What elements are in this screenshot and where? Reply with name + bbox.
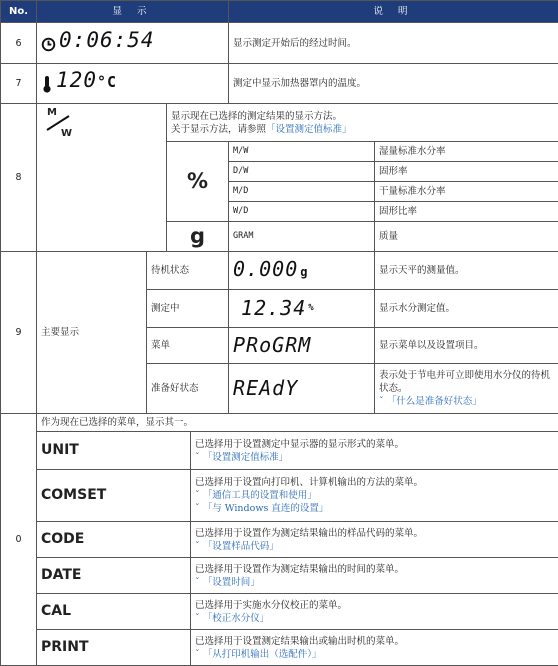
lcd-display: PRoGRM bbox=[229, 328, 375, 364]
reference-link[interactable]: 「什么是准备好状态」 bbox=[387, 396, 482, 407]
percent-symbol: % bbox=[167, 142, 229, 222]
display-cell bbox=[37, 64, 229, 104]
reference-link[interactable]: 「校正水分仪」 bbox=[203, 613, 270, 624]
thermometer-icon bbox=[41, 79, 56, 90]
mode-desc: 干量标准水分率 bbox=[375, 182, 558, 202]
row-number: 0 bbox=[1, 414, 37, 666]
description: 测定中显示加热器罩内的温度。 bbox=[229, 64, 558, 104]
header-no: No. bbox=[1, 1, 37, 23]
reference-link[interactable]: 「通信工具的设置和使用」 bbox=[203, 490, 317, 501]
mode-desc: 固形率 bbox=[375, 162, 558, 182]
description: 显示菜单以及设置项目。 bbox=[375, 328, 558, 364]
mode-code: GRAM bbox=[229, 222, 375, 252]
row-number: 7 bbox=[1, 64, 37, 104]
reference-link[interactable]: 「设置测定值标准」 bbox=[203, 452, 289, 463]
row-number: 6 bbox=[1, 23, 37, 64]
description: 表示处于节电并可立即使用水分仪的待机状态。 ˇ 「什么是准备好状态」 bbox=[375, 364, 558, 414]
row-number: 9 bbox=[1, 252, 37, 414]
state-label: 准备好状态 bbox=[147, 364, 229, 414]
row-intro: 作为现在已选择的菜单，显示其一。 bbox=[37, 414, 558, 432]
menu-name: PRINT bbox=[37, 630, 191, 666]
elapsed-time-display: 0:06:54 bbox=[59, 28, 155, 52]
reference-link[interactable]: 「设置测定值标准」 bbox=[266, 124, 352, 135]
mode-code: M/D bbox=[229, 182, 375, 202]
header-display: 显 示 bbox=[37, 1, 229, 23]
menu-name: UNIT bbox=[37, 432, 191, 470]
menu-name: COMSET bbox=[37, 470, 191, 522]
menu-name: CAL bbox=[37, 594, 191, 630]
menu-desc: 已选择用于设置测定结果输出或输出时机的菜单。 ˇ 「从打印机输出（选配件）」 bbox=[191, 630, 558, 666]
state-label: 测定中 bbox=[147, 290, 229, 328]
mode-desc: 湿量标准水分率 bbox=[375, 142, 558, 162]
description: 显示测定开始后的经过时间。 bbox=[229, 23, 558, 64]
menu-desc: 已选择用于设置测定中显示器的显示形式的菜单。 ˇ 「设置测定值标准」 bbox=[191, 432, 558, 470]
clock-icon bbox=[41, 39, 59, 50]
reference-link[interactable]: 「与 Windows 直连的设置」 bbox=[203, 503, 329, 514]
menu-name: CODE bbox=[37, 522, 191, 558]
description: 显示天平的测量值。 bbox=[375, 252, 558, 290]
mode-desc: 质量 bbox=[375, 222, 558, 252]
menu-desc: 已选择用于设置向打印机、计算机输出的方法的菜单。 ˇ 「通信工具的设置和使用」 ˇ 「与 Windows 直连的设置」 bbox=[191, 470, 558, 522]
reference-link[interactable]: 「设置样品代码」 bbox=[203, 541, 279, 552]
mode-code: D/W bbox=[229, 162, 375, 182]
lcd-display: 12.34 % bbox=[229, 290, 375, 328]
ratio-symbol-icon: M W bbox=[41, 106, 81, 140]
row-6 bbox=[1, 23, 558, 64]
gram-symbol: g bbox=[167, 222, 229, 252]
reference-link[interactable]: 「设置时间」 bbox=[203, 577, 260, 588]
row-8 bbox=[1, 104, 558, 142]
row-0 bbox=[1, 414, 558, 432]
menu-desc: 已选择用于设置作为测定结果输出的时间的菜单。 ˇ 「设置时间」 bbox=[191, 558, 558, 594]
display-cell bbox=[37, 23, 229, 64]
reference-link[interactable]: 「从打印机输出（选配件）」 bbox=[203, 649, 322, 660]
description: 显示现在已选择的测定结果的显示方法。 关于显示方法，请参照「设置测定值标准」 bbox=[167, 104, 558, 142]
row-label: 主要显示 bbox=[37, 252, 147, 414]
description: 显示水分测定值。 bbox=[375, 290, 558, 328]
temperature-display: 120°C bbox=[56, 68, 117, 92]
state-label: 菜单 bbox=[147, 328, 229, 364]
mode-desc: 固形比率 bbox=[375, 202, 558, 222]
state-label: 待机状态 bbox=[147, 252, 229, 290]
menu-name: DATE bbox=[37, 558, 191, 594]
row-number: 8 bbox=[1, 104, 37, 252]
row-9 bbox=[1, 252, 558, 290]
mode-code: M/W bbox=[229, 142, 375, 162]
menu-desc: 已选择用于设置作为测定结果输出的样品代码的菜单。 ˇ 「设置样品代码」 bbox=[191, 522, 558, 558]
row-7 bbox=[1, 64, 558, 104]
mode-code: W/D bbox=[229, 202, 375, 222]
lcd-display: 0.000 g bbox=[229, 252, 375, 290]
menu-desc: 已选择用于实施水分仪校正的菜单。 ˇ 「校正水分仪」 bbox=[191, 594, 558, 630]
lcd-display: REAdY bbox=[229, 364, 375, 414]
display-cell bbox=[37, 104, 167, 252]
header-desc: 说 明 bbox=[229, 1, 558, 23]
